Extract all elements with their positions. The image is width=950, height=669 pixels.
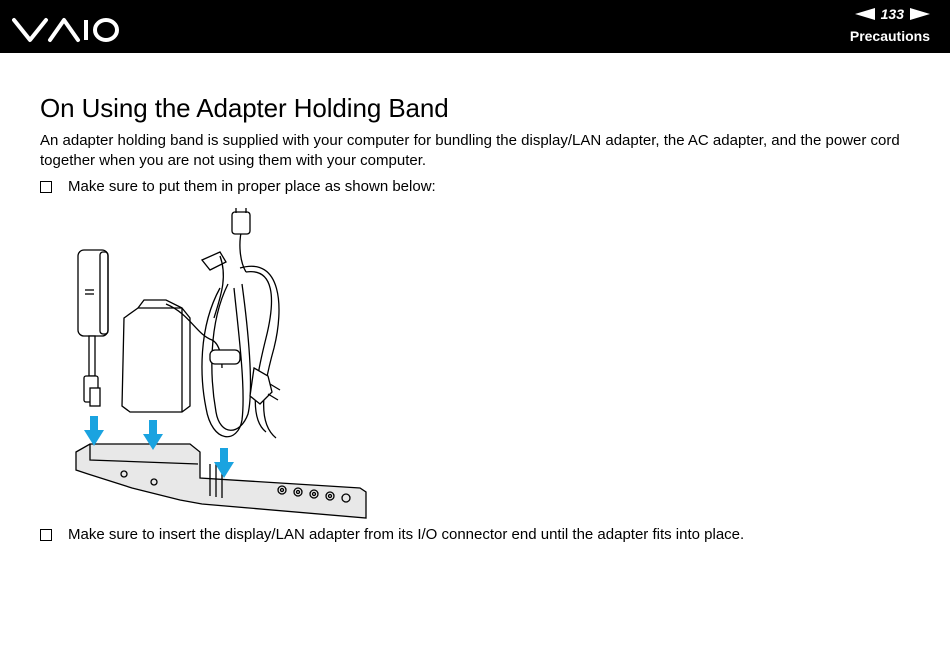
down-arrow-icon bbox=[214, 448, 234, 478]
display-lan-adapter-icon bbox=[78, 250, 108, 406]
bullet-item bbox=[40, 177, 436, 197]
page-number: 133 bbox=[880, 6, 904, 22]
checkbox-bullet-icon bbox=[40, 181, 52, 193]
page-navigation bbox=[855, 6, 930, 22]
section-title: Precautions bbox=[849, 28, 930, 44]
next-page-icon[interactable] bbox=[910, 8, 930, 20]
header-bar bbox=[0, 0, 950, 53]
dc-plug-icon bbox=[202, 252, 226, 318]
checkbox-bullet-icon bbox=[40, 529, 52, 541]
bullet-text: Make sure to insert the display/LAN adapter from its I/O connector end until the adapter fits into place. bbox=[68, 526, 745, 543]
bullet-text: Make sure to put them in proper place as shown below: bbox=[68, 178, 436, 195]
page-title: On Using the Adapter Holding Band bbox=[40, 93, 449, 123]
adapter-holding-band-illustration bbox=[70, 208, 370, 520]
power-cord-coil-icon bbox=[202, 208, 279, 438]
wall-plug-icon bbox=[250, 368, 280, 404]
previous-page-icon[interactable] bbox=[855, 8, 875, 20]
vaio-logo bbox=[12, 10, 122, 44]
bullet-item bbox=[40, 525, 744, 545]
ac-adapter-icon bbox=[122, 300, 222, 412]
intro-paragraph: An adapter holding band is supplied with your computer for bundling the display/LAN adapter, the AC adapter, and the power cord together when you are not using them with your computer. bbox=[40, 132, 900, 169]
down-arrow-icon bbox=[84, 416, 104, 446]
